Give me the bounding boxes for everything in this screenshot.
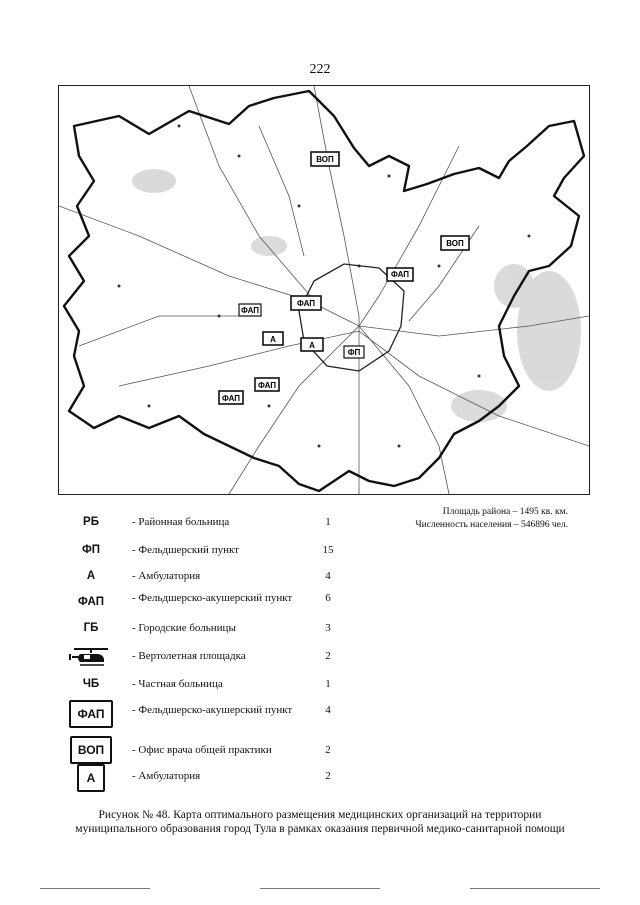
svg-text:ВОП: ВОП	[316, 155, 334, 164]
legend-symbol-boxed	[60, 700, 122, 728]
legend-symbol: ГБ	[83, 622, 99, 634]
legend-count: 2	[325, 650, 331, 662]
legend-count: 2	[325, 770, 331, 782]
legend-count: 1	[325, 516, 331, 528]
legend-description: - Городские больницы	[132, 622, 236, 634]
svg-text:ФАП: ФАП	[296, 299, 316, 308]
district-area: Площадь района – 1495 кв. км.	[442, 507, 568, 517]
legend-symbol: ФАП	[78, 596, 104, 608]
legend-description: - Офис врача общей практики	[132, 744, 272, 756]
legend-count: 4	[325, 704, 331, 716]
fap-marker-center	[291, 296, 321, 310]
fap-marker-north	[387, 268, 413, 281]
figure-caption	[40, 808, 600, 836]
legend-description: - Фельдшерско-акушерский пункт	[132, 592, 293, 604]
footer-divider	[40, 888, 150, 889]
vop-marker-east	[441, 236, 469, 250]
legend-count: 1	[325, 678, 331, 690]
legend-count: 3	[325, 622, 331, 634]
legend-count: 6	[325, 592, 331, 604]
footer-divider	[260, 888, 380, 889]
tula-district-map	[59, 86, 589, 494]
legend-count: 15	[322, 544, 334, 556]
legend-description: - Вертолетная площадка	[132, 650, 246, 662]
caption-line: Рисунок № 48. Карта оптимального размещения медицинских организаций на территории	[98, 809, 542, 821]
footer-divider	[470, 888, 600, 889]
legend-description: - Фельдшерско-акушерский пункт	[132, 704, 293, 716]
legend-description: - Амбулатория	[132, 770, 201, 782]
map-statistics	[416, 506, 569, 532]
fp-marker-center	[344, 346, 364, 358]
fap-marker-southwest	[219, 391, 243, 404]
boxed-symbol: ФАП	[69, 700, 112, 728]
legend-description: - Фельдшерский пункт	[132, 544, 239, 556]
svg-text:А: А	[270, 335, 276, 344]
boxed-symbol: А	[77, 764, 105, 792]
legend-symbol: ЧБ	[82, 678, 100, 690]
legend-symbol: ФП	[81, 544, 101, 556]
boxed-symbol: ВОП	[70, 736, 112, 764]
legend-symbol-boxed	[60, 736, 122, 764]
legend-symbol: РБ	[83, 516, 99, 528]
legend-count: 4	[325, 570, 331, 582]
svg-text:ФАП: ФАП	[240, 306, 260, 315]
legend-count: 2	[325, 744, 331, 756]
svg-text:ФАП: ФАП	[390, 270, 410, 279]
svg-text:ФАП: ФАП	[257, 381, 277, 390]
map-frame	[58, 85, 590, 495]
legend-symbol: А	[86, 570, 96, 582]
legend-symbol-boxed	[60, 764, 122, 792]
svg-text:ФАП: ФАП	[221, 394, 241, 403]
fap-marker-west	[239, 304, 261, 316]
district-population: Численность населения – 546896 чел.	[415, 520, 568, 530]
page-number: 222	[309, 62, 331, 77]
helicopter-icon	[60, 646, 122, 671]
legend-description: - Частная больница	[132, 678, 223, 690]
legend-description: - Районная больница	[132, 516, 230, 528]
svg-text:ВОП: ВОП	[446, 239, 464, 248]
legend-description: - Амбулатория	[132, 570, 201, 582]
vop-marker-north	[311, 152, 339, 166]
svg-text:А: А	[309, 341, 315, 350]
a-marker-west	[263, 332, 283, 345]
a-marker-center	[301, 338, 323, 351]
caption-line: муниципального образования город Тула в рамках оказания первичной медико-санитарной помощи	[75, 823, 565, 835]
fap-marker-south	[255, 378, 279, 391]
svg-text:ФП: ФП	[347, 348, 361, 357]
